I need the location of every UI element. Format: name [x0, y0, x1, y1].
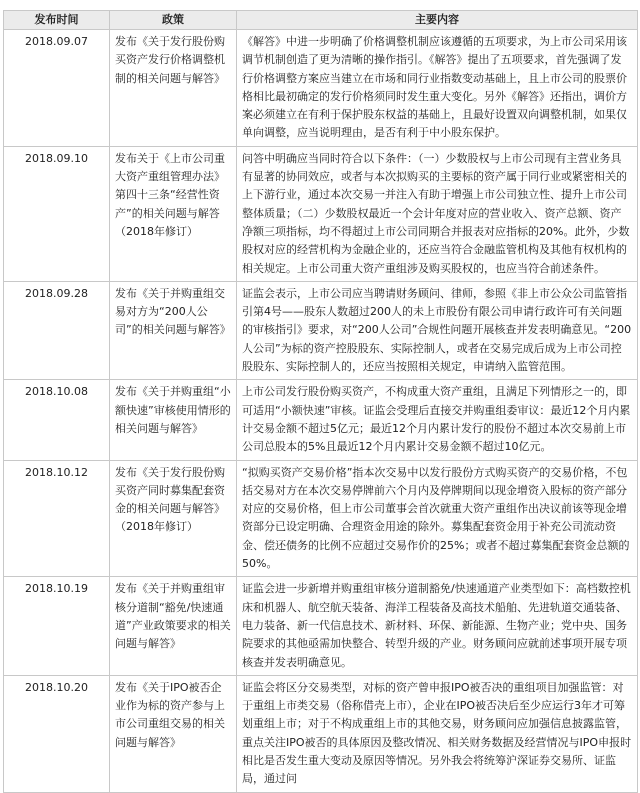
cell-policy: 发布关于《上市公司重大资产重组管理办法》第四十三条“经营性资产”的相关问题与解答（2018年修订） — [110, 146, 237, 281]
cell-policy: 发布《关于IPO被否企业作为标的资产参与上市公司重组交易的相关问题与解答》 — [110, 675, 237, 792]
cell-time: 2018.09.07 — [4, 30, 110, 147]
cell-content: 证监会表示，上市公司应当聘请财务顾问、律师，参照《非上市公众公司监管指引第4号——股东人数超过200人的未上市股份有限公司申请行政许可有关问题的审核指引》要求，对“200人公司”合规性问题开展核查并发表明确意见。“200人公司”为标的资产控股股东、实际控制人，或者在交易完成后成为上市公司控股股东、实际控制人的，还应当按照相关规定，申请纳入监管范围。 — [237, 281, 638, 379]
cell-content: 证监会进一步新增并购重组审核分道制豁免/快速通道产业类型如下：高档数控机床和机器人、航空航天装备、海洋工程装备及高技术船舶、先进轨道交通装备、电力装备、新一代信息技术、新材料、环保、新能源、生物产业；党中央、国务院要求的其他亟需加快整合、转型升级的产业。财务顾问应就前述事项开展专项核查并发表明确意见。 — [237, 577, 638, 675]
cell-policy: 发布《关于并购重组交易对方为“200人公司”的相关问题与解答》 — [110, 281, 237, 379]
cell-policy: 发布《关于发行股份购买资产发行价格调整机制的相关问题与解答》 — [110, 30, 237, 147]
cell-content: 问答中明确应当同时符合以下条件：（一）少数股权与上市公司现有主营业务具有显著的协同效应，或者与本次拟购买的主要标的资产属于同行业或紧密相关的上下游行业，通过本次交易一并注入有助于增强上市公司独立性、提升上市公司整体质量；（二）少数股权最近一个会计年度对应的营业收入、资产总额、资产净额三项指标，均不得超过上市公司同期合并报表对应指标的20%。此外，少数股权对应的经营机构为金融企业的，还应当符合金融监管机构及其他有权机构的相关规定。上市公司重大资产重组涉及购买股权的，也应当符合前述条件。 — [237, 146, 638, 281]
header-content: 主要内容 — [237, 11, 638, 30]
cell-content: 上市公司发行股份购买资产，不构成重大资产重组，且满足下列情形之一的，即可适用“小额快速”审核。证监会受理后直接交并购重组委审议：最近12个月内累计交易金额不超过5亿元；最近12个月内累计发行的股份不超过本次交易前上市公司总股本的5%且最近12个月内累计交易金额不超过10亿元。 — [237, 380, 638, 460]
cell-time: 2018.09.28 — [4, 281, 110, 379]
cell-time: 2018.10.12 — [4, 460, 110, 577]
header-policy: 政策 — [110, 11, 237, 30]
cell-time: 2018.10.08 — [4, 380, 110, 460]
table-row — [4, 30, 638, 147]
cell-policy: 发布《关于并购重组“小额快速”审核使用情形的相关问题与解答》 — [110, 380, 237, 460]
cell-content: “拟购买资产交易价格”指本次交易中以发行股份方式购买资产的交易价格，不包括交易对方在本次交易停牌前六个月内及停牌期间以现金增资入股标的资产部分对应的交易价格，但上市公司董事会首次就重大资产重组作出决议前该等现金增资部分已设定明确、合理资金用途的除外。募集配套资金用于补充公司流动资金、偿还债务的比例不应超过交易作价的25%；或者不超过募集配套资金总额的50%。 — [237, 460, 638, 577]
cell-content: 《解答》中进一步明确了价格调整机制应该遵循的五项要求，为上市公司采用该调节机制创造了更为清晰的操作指引。《解答》提出了五项要求，首先强调了发行价格调整方案应当建立在市场和同行业指数变动基础上，且上市公司的股票价格相比最初确定的发行价格须同时发生重大变化。另外《解答》还指出，调价方案必须建立在有利于保护股东权益的基础上，且最好设置双向调整机制，如果仅单向调整，应当说明理由，是否有利于中小股东保护。 — [237, 30, 638, 147]
cell-time: 2018.10.19 — [4, 577, 110, 675]
cell-content: 证监会将区分交易类型，对标的资产曾申报IPO被否决的重组项目加强监管：对于重组上市类交易（俗称借壳上市），企业在IPO被否决后至少应运行3年才可筹划重组上市；对于不构成重组上市的其他交易，财务顾问应加强信息披露监管，重点关注IPO被否的具体原因及整改情况、相关财务数据及经营情况与IPO申报时相比是否发生重大变动及原因等情况。另外我会将统筹沪深证券交易所、证监局，通过问 — [237, 675, 638, 792]
cell-policy: 发布《关于并购重组审核分道制“豁免/快速通道”产业政策要求的相关问题与解答》 — [110, 577, 237, 675]
policy-table — [3, 10, 638, 793]
cell-time: 2018.10.20 — [4, 675, 110, 792]
table-row — [4, 146, 638, 281]
table-row — [4, 380, 638, 460]
header-time: 发布时间 — [4, 11, 110, 30]
cell-policy: 发布《关于发行股份购买资产同时募集配套资金的相关问题与解答》（2018年修订） — [110, 460, 237, 577]
table-row — [4, 460, 638, 577]
table-row — [4, 675, 638, 792]
cell-time: 2018.09.10 — [4, 146, 110, 281]
table-row — [4, 281, 638, 379]
table-header-row — [4, 11, 638, 30]
table-row — [4, 577, 638, 675]
